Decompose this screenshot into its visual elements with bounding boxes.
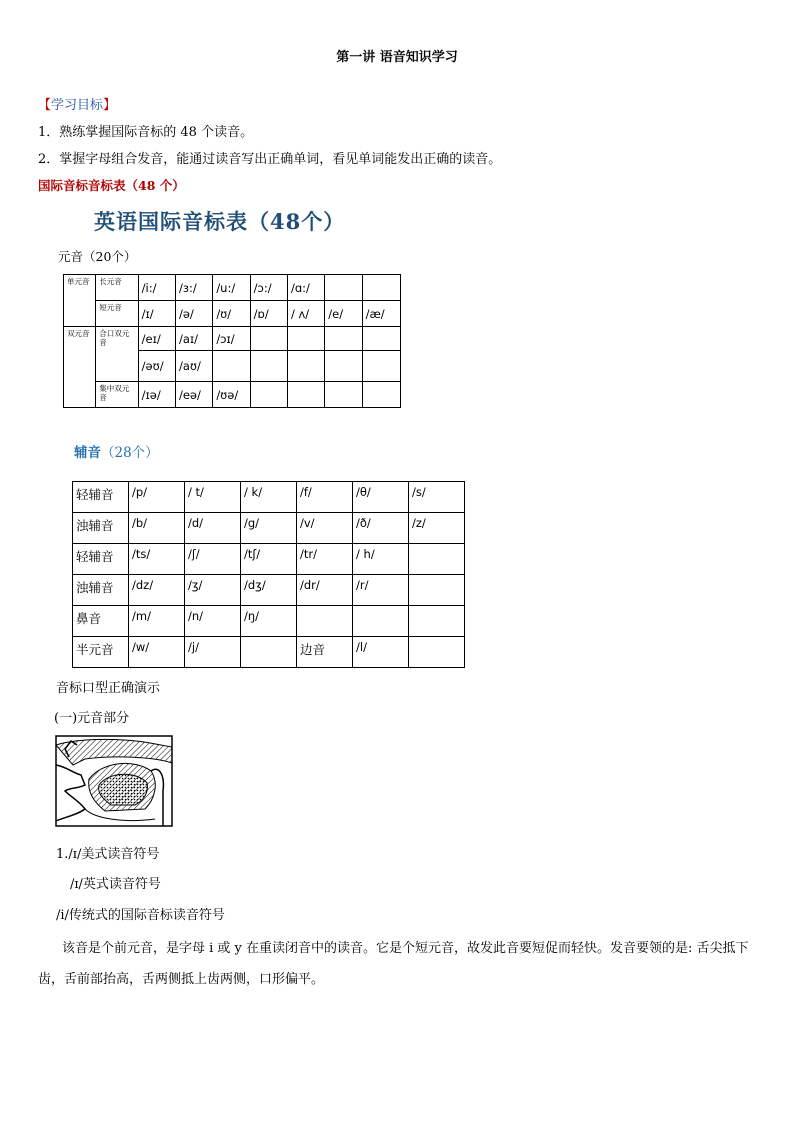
page-title: 第一讲 语音知识学习 bbox=[336, 50, 458, 65]
consonant-cell bbox=[409, 637, 465, 668]
chart-heading: 国际音标音标表（48 个） bbox=[38, 178, 185, 193]
vowel-cell: /ɔɪ/ bbox=[213, 327, 250, 351]
consonant-cell: /s/ bbox=[409, 482, 465, 513]
vowel-cell bbox=[362, 382, 400, 408]
symbol-line-american: 1./ɪ/美式读音符号 bbox=[56, 847, 160, 862]
consonant-row bbox=[73, 575, 465, 606]
section-label: (一)元音部分 bbox=[54, 711, 130, 726]
vowel-cell bbox=[287, 382, 324, 408]
consonant-cell: /ʃ/ bbox=[185, 544, 241, 575]
consonant-cell: / k/ bbox=[241, 482, 297, 513]
consonant-cell: /d/ bbox=[185, 513, 241, 544]
consonant-cell: /tʃ/ bbox=[241, 544, 297, 575]
consonant-cell: /z/ bbox=[409, 513, 465, 544]
vowel-subcategory: 合口双元音 bbox=[96, 327, 138, 382]
goal-item-1: 1．熟练掌握国际音标的 48 个读音。 bbox=[38, 125, 254, 140]
vowel-cell bbox=[325, 275, 362, 301]
consonants-label bbox=[74, 441, 159, 461]
vowel-cell: /ɒ/ bbox=[250, 301, 287, 327]
symbol-line-british: /ɪ/英式读音符号 bbox=[70, 877, 161, 892]
consonant-cell: /ts/ bbox=[129, 544, 185, 575]
consonant-row bbox=[73, 606, 465, 637]
consonant-row bbox=[73, 637, 465, 668]
vowel-category-single: 单元音 bbox=[64, 275, 96, 327]
consonant-cell bbox=[409, 544, 465, 575]
vowel-cell bbox=[250, 382, 287, 408]
vowel-cell: /ʊ/ bbox=[213, 301, 250, 327]
consonant-cell: 边音 bbox=[297, 637, 353, 668]
vowel-cell: /ɜ:/ bbox=[175, 275, 212, 301]
consonant-row-label: 轻辅音 bbox=[73, 544, 129, 575]
demo-heading: 音标口型正确演示 bbox=[56, 681, 161, 696]
vowel-cell: /ɔ:/ bbox=[250, 275, 287, 301]
vowel-cell bbox=[250, 351, 287, 382]
vowel-subcategory: 集中双元音 bbox=[96, 382, 138, 408]
consonant-cell: /n/ bbox=[185, 606, 241, 637]
vowels-label: 元音（20个） bbox=[58, 249, 137, 264]
consonant-cell: / t/ bbox=[185, 482, 241, 513]
consonant-cell: /ŋ/ bbox=[241, 606, 297, 637]
vowel-cell: /əʊ/ bbox=[138, 351, 175, 382]
consonant-row-label: 浊辅音 bbox=[73, 513, 129, 544]
consonant-cell: /ʒ/ bbox=[185, 575, 241, 606]
consonant-cell: / h/ bbox=[353, 544, 409, 575]
consonant-cell: /g/ bbox=[241, 513, 297, 544]
consonant-row-label: 半元音 bbox=[73, 637, 129, 668]
consonant-cell bbox=[409, 606, 465, 637]
consonant-cell: /θ/ bbox=[353, 482, 409, 513]
vowel-cell: /e/ bbox=[325, 301, 362, 327]
vowel-subcategory: 短元音 bbox=[96, 301, 138, 327]
consonant-cell: /dr/ bbox=[297, 575, 353, 606]
vowel-cell bbox=[287, 351, 324, 382]
consonant-row bbox=[73, 544, 465, 575]
vowel-cell: /i:/ bbox=[138, 275, 175, 301]
consonant-cell: /ð/ bbox=[353, 513, 409, 544]
vowel-cell: /eə/ bbox=[175, 382, 212, 408]
goal-item-2: 2．掌握字母组合发音，能通过读音写出正确单词，看见单词能发出正确的读音。 bbox=[38, 152, 502, 167]
vowel-row bbox=[64, 275, 401, 301]
consonant-cell: /m/ bbox=[129, 606, 185, 637]
vowel-cell: /ʊə/ bbox=[213, 382, 250, 408]
consonant-cell: /b/ bbox=[129, 513, 185, 544]
consonant-row bbox=[73, 482, 465, 513]
mouth-diagram-icon bbox=[55, 735, 173, 827]
vowel-cell bbox=[287, 327, 324, 351]
consonant-cell: /dʒ/ bbox=[241, 575, 297, 606]
consonant-cell: /j/ bbox=[185, 637, 241, 668]
vowel-cell: /eɪ/ bbox=[138, 327, 175, 351]
consonant-cell bbox=[297, 606, 353, 637]
vowel-row bbox=[64, 301, 401, 327]
consonant-row-label: 轻辅音 bbox=[73, 482, 129, 513]
consonant-cell: /p/ bbox=[129, 482, 185, 513]
vowel-cell: /ɑ:/ bbox=[287, 275, 324, 301]
vowel-row bbox=[64, 382, 401, 408]
vowel-cell bbox=[325, 382, 362, 408]
vowel-cell: /aʊ/ bbox=[175, 351, 212, 382]
consonant-cell: /v/ bbox=[297, 513, 353, 544]
vowel-cell bbox=[362, 351, 400, 382]
consonant-cell: /r/ bbox=[353, 575, 409, 606]
vowel-cell: / ʌ/ bbox=[287, 301, 324, 327]
chart-title: 英语国际音标表（48个） bbox=[94, 209, 346, 234]
consonants-label-text: 辅音 bbox=[74, 445, 101, 461]
vowel-cell: /aɪ/ bbox=[175, 327, 212, 351]
consonant-table bbox=[72, 481, 465, 668]
vowel-cell bbox=[362, 275, 400, 301]
consonant-cell bbox=[409, 575, 465, 606]
consonant-cell: /dz/ bbox=[129, 575, 185, 606]
consonant-cell: /tr/ bbox=[297, 544, 353, 575]
symbol-line-traditional: /i/传统式的国际音标读音符号 bbox=[56, 908, 225, 923]
vowel-cell: /ɪə/ bbox=[138, 382, 175, 408]
consonant-cell bbox=[353, 606, 409, 637]
bracket-open: 【 bbox=[38, 98, 52, 113]
consonant-cell: /l/ bbox=[353, 637, 409, 668]
vowel-cell bbox=[325, 327, 362, 351]
vowel-category-double: 双元音 bbox=[64, 327, 96, 408]
vowel-cell bbox=[362, 327, 400, 351]
vowel-table bbox=[63, 274, 401, 408]
description-paragraph: 该音是个前元音，是字母 i 或 y 在重读闭音中的读音。它是个短元音，故发此音要短促而轻快。发音要领的是: 舌尖抵下齿，舌前部抬高，舌两侧抵上齿两侧，口形偏平。 bbox=[38, 941, 749, 987]
vowel-cell bbox=[250, 327, 287, 351]
consonant-row-label: 鼻音 bbox=[73, 606, 129, 637]
vowel-cell: /u:/ bbox=[213, 275, 250, 301]
consonant-cell: /w/ bbox=[129, 637, 185, 668]
consonant-row-label: 浊辅音 bbox=[73, 575, 129, 606]
vowel-row bbox=[64, 327, 401, 351]
goals-heading bbox=[38, 94, 116, 113]
bracket-close: 】 bbox=[103, 98, 117, 113]
vowel-cell: /ɪ/ bbox=[138, 301, 175, 327]
vowel-cell bbox=[325, 351, 362, 382]
vowel-cell: /ə/ bbox=[175, 301, 212, 327]
vowel-cell bbox=[213, 351, 250, 382]
consonant-cell: /f/ bbox=[297, 482, 353, 513]
consonant-row bbox=[73, 513, 465, 544]
consonant-cell bbox=[241, 637, 297, 668]
vowel-cell: /æ/ bbox=[362, 301, 400, 327]
consonants-count: （28个） bbox=[101, 445, 159, 461]
vowel-subcategory: 长元音 bbox=[96, 275, 138, 301]
goals-heading-text: 学习目标 bbox=[51, 98, 104, 113]
